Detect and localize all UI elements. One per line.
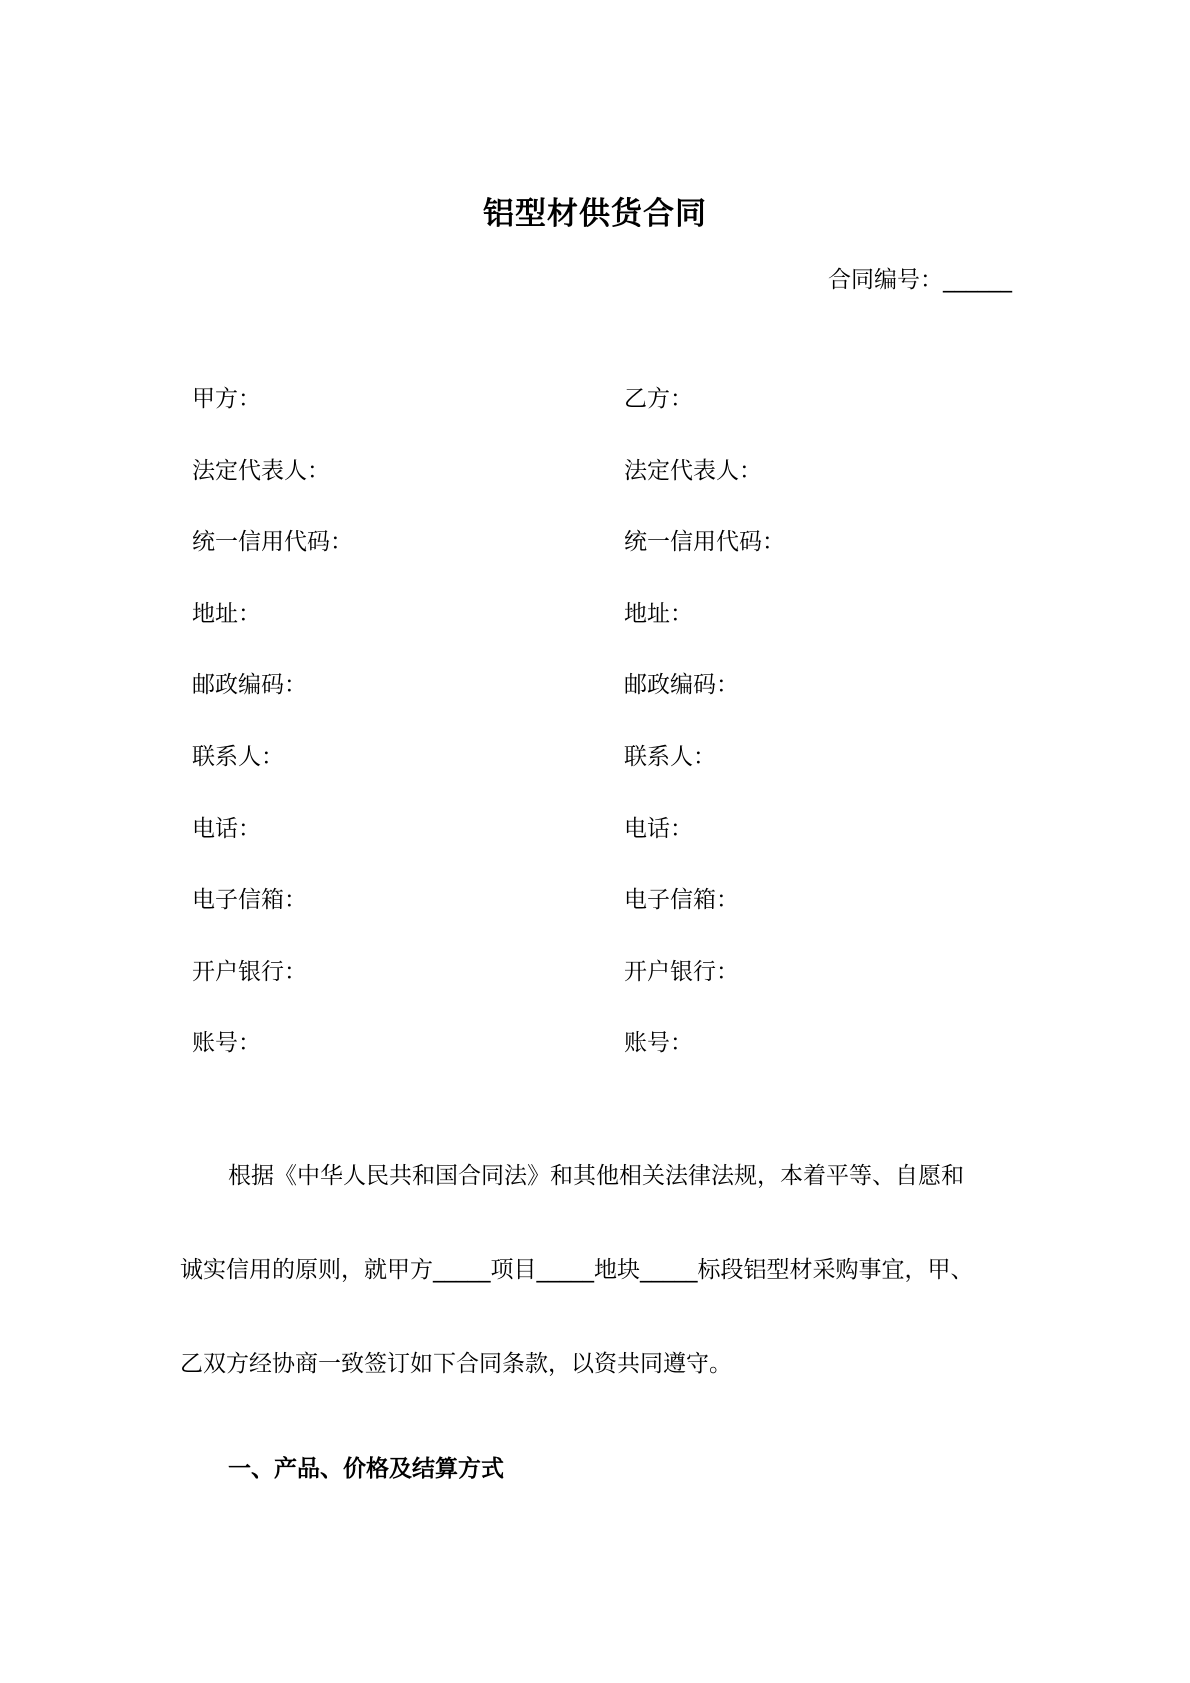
party-b-address-label: 地址： bbox=[624, 600, 693, 627]
party-info-table bbox=[192, 384, 1012, 1100]
party-b-contact-label: 联系人： bbox=[624, 743, 716, 770]
intro-line-1: 根据《中华人民共和国合同法》和其他相关法律法规，本着平等、自愿和 bbox=[228, 1163, 964, 1189]
party-row-legal-rep bbox=[192, 456, 1012, 528]
party-row-email bbox=[192, 885, 1012, 957]
party-b-credit-code-label: 统一信用代码： bbox=[624, 529, 785, 556]
party-a-contact-label: 联系人： bbox=[192, 743, 284, 770]
party-a-account-label: 账号： bbox=[192, 1030, 261, 1057]
section-1-heading: 一、产品、价格及结算方式 bbox=[228, 1456, 504, 1482]
party-a-address-label: 地址： bbox=[192, 600, 261, 627]
party-b-legal-rep-label: 法定代表人： bbox=[624, 457, 762, 484]
intro-line-3: 乙双方经协商一致签订如下合同条款，以资共同遵守。 bbox=[180, 1351, 732, 1377]
party-b-postcode-label: 邮政编码： bbox=[624, 672, 739, 699]
party-a-legal-rep-label: 法定代表人： bbox=[192, 457, 330, 484]
party-row-contact bbox=[192, 742, 1012, 814]
party-row-bank bbox=[192, 957, 1012, 1029]
party-a-email-label: 电子信箱： bbox=[192, 887, 307, 914]
intro-line-2: 诚实信用的原则，就甲方_____项目_____地块_____标段铝型材采购事宜，甲、 bbox=[180, 1257, 974, 1283]
party-b-email-label: 电子信箱： bbox=[624, 887, 739, 914]
party-a-credit-code-label: 统一信用代码： bbox=[192, 529, 353, 556]
party-row-phone bbox=[192, 814, 1012, 886]
party-row-credit-code bbox=[192, 527, 1012, 599]
contract-number: 合同编号：______ bbox=[828, 267, 1012, 293]
party-a-bank-label: 开户银行： bbox=[192, 958, 307, 985]
document-title: 铝型材供货合同 bbox=[483, 196, 707, 232]
party-row-address bbox=[192, 599, 1012, 671]
party-row-postcode bbox=[192, 670, 1012, 742]
party-b-name-label: 乙方： bbox=[624, 386, 693, 412]
party-a-name-label: 甲方： bbox=[192, 386, 261, 412]
party-b-account-label: 账号： bbox=[624, 1030, 693, 1057]
party-b-bank-label: 开户银行： bbox=[624, 958, 739, 985]
party-b-phone-label: 电话： bbox=[624, 815, 693, 842]
party-a-phone-label: 电话： bbox=[192, 815, 261, 842]
party-row-account bbox=[192, 1028, 1012, 1100]
party-a-postcode-label: 邮政编码： bbox=[192, 672, 307, 699]
party-row-name bbox=[192, 384, 1012, 456]
